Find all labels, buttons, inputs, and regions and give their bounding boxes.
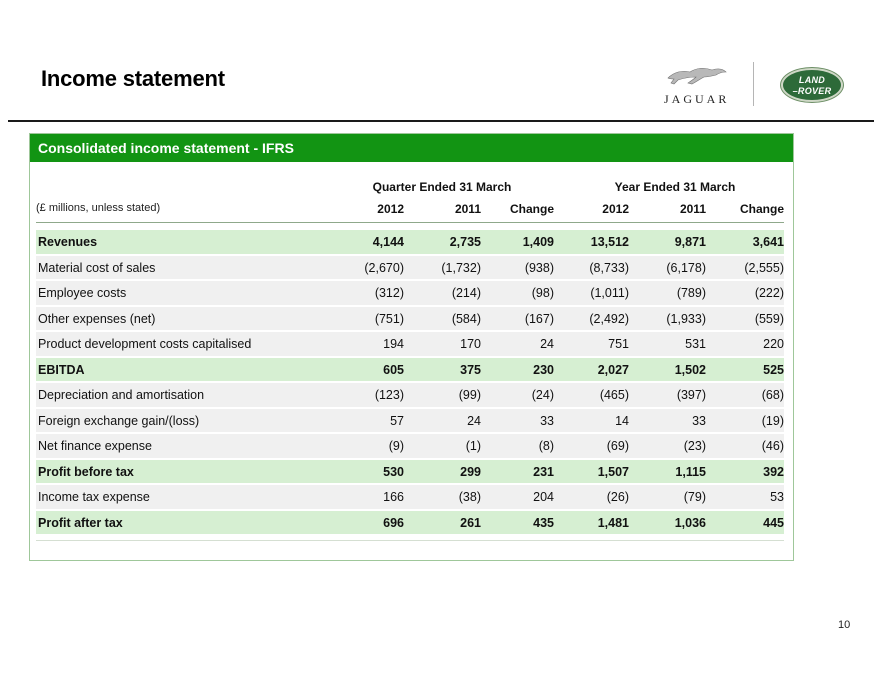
table-cell: 194 — [383, 337, 404, 351]
col-year-2011: 2011 — [679, 202, 706, 216]
table-cell: (751) — [374, 311, 404, 326]
row-label: Profit after tax — [38, 515, 123, 530]
table-cell: (8) — [538, 439, 554, 453]
table-cell: (46) — [761, 439, 784, 453]
table-cell: 531 — [685, 337, 706, 351]
table-cell: (465) — [599, 388, 629, 402]
table-cell: 1,036 — [674, 515, 706, 530]
table-cell: (98) — [531, 286, 554, 300]
table-cell: (789) — [676, 286, 706, 300]
table-cell: 1,115 — [675, 464, 706, 479]
jaguar-leaper-icon — [666, 64, 728, 88]
table-cell: (79) — [683, 490, 706, 504]
table-cell: (123) — [374, 388, 404, 402]
row-employee-costs — [36, 281, 784, 307]
table-cell: 751 — [608, 337, 629, 351]
table-cell: (23) — [683, 439, 706, 453]
units-label: (£ millions, unless stated) — [36, 202, 161, 214]
col-quarter-change: Change — [509, 202, 554, 216]
row-label: Product development costs capitalised — [38, 337, 252, 351]
table-cell: 14 — [615, 413, 629, 428]
table-cell: (312) — [374, 286, 404, 300]
table-cell: (1,933) — [666, 311, 706, 326]
jaguar-wordmark: JAGUAR — [664, 92, 730, 106]
table-cell: 231 — [533, 464, 554, 479]
land-rover-line1: LAND — [798, 75, 826, 85]
row-label: Income tax expense — [38, 490, 150, 504]
table-cell: 2,735 — [449, 235, 481, 249]
row-label: Material cost of sales — [38, 260, 156, 275]
table-cell: (68) — [761, 388, 784, 402]
table-cell: (2,492) — [589, 311, 629, 326]
row-label: Revenues — [38, 235, 98, 249]
table-cell: (397) — [676, 388, 706, 402]
page-title: Income statement — [41, 66, 225, 91]
row-other-expenses — [36, 307, 784, 333]
land-rover-logo — [781, 68, 843, 102]
row-profit-after-tax — [36, 511, 784, 537]
table-bottom-divider — [36, 540, 784, 541]
table-cell: (26) — [606, 490, 629, 504]
table-cell: 392 — [763, 464, 784, 479]
table-cell: (9) — [388, 439, 404, 453]
row-label: Net finance expense — [38, 439, 152, 453]
row-label: Foreign exchange gain/(loss) — [38, 413, 200, 428]
table-cell: (38) — [458, 490, 481, 504]
table-cell: (2,670) — [364, 260, 404, 275]
table-cell: 445 — [763, 515, 784, 530]
table-cell: 24 — [540, 337, 554, 351]
table-cell: 525 — [763, 362, 784, 377]
group-quarter: Quarter Ended 31 March — [372, 180, 512, 194]
row-ebitda — [36, 358, 784, 384]
table-cell: (214) — [451, 286, 481, 300]
row-label: EBITDA — [38, 362, 85, 377]
panel-header: Consolidated income statement - IFRS — [30, 134, 793, 162]
land-rover-line2: –ROVER — [792, 86, 832, 96]
table-cell: 4,144 — [372, 235, 404, 249]
table-cell: 435 — [533, 515, 554, 530]
table-cell: 605 — [383, 362, 404, 377]
row-material-cost — [36, 256, 784, 282]
row-product-development — [36, 332, 784, 358]
table-cell: (222) — [754, 286, 784, 300]
table-cell: 53 — [770, 490, 784, 504]
column-groups — [30, 180, 793, 196]
table-cell: 299 — [460, 464, 481, 479]
table-cell: 33 — [540, 413, 554, 428]
row-label: Employee costs — [38, 286, 127, 300]
table-cell: 375 — [460, 362, 481, 377]
table-cell: 166 — [383, 490, 404, 504]
col-quarter-2012: 2012 — [377, 202, 404, 216]
table-cell: (19) — [761, 413, 784, 428]
row-label: Depreciation and amortisation — [38, 388, 205, 402]
row-depreciation — [36, 383, 784, 409]
col-quarter-2011: 2011 — [454, 202, 481, 216]
table-cell: (6,178) — [666, 260, 706, 275]
table-cell: 696 — [383, 515, 404, 530]
table-cell: (8,733) — [589, 260, 629, 275]
row-income-tax — [36, 485, 784, 511]
header-divider — [36, 222, 784, 223]
table-cell: (167) — [524, 311, 554, 326]
table-cell: 204 — [533, 490, 554, 504]
statement-table — [36, 230, 784, 536]
table-cell: 261 — [460, 515, 481, 530]
income-statement-panel — [29, 133, 794, 561]
table-cell: (938) — [524, 260, 554, 275]
page-number: 10 — [838, 619, 851, 631]
col-year-change: Change — [739, 202, 784, 216]
row-profit-before-tax — [36, 460, 784, 486]
table-cell: (584) — [451, 311, 481, 326]
table-cell: 230 — [533, 362, 554, 377]
row-revenues — [36, 230, 784, 256]
table-cell: (1,732) — [441, 260, 481, 275]
brand-logos — [660, 60, 860, 110]
table-cell: 1,507 — [597, 464, 629, 479]
table-cell: (2,555) — [744, 260, 784, 275]
row-label: Profit before tax — [38, 464, 134, 479]
table-cell: (1,011) — [590, 286, 629, 300]
table-cell: 9,871 — [674, 235, 706, 249]
table-cell: (69) — [606, 439, 629, 453]
table-cell: 1,409 — [522, 235, 554, 249]
table-cell: 220 — [763, 337, 784, 351]
table-cell: (1) — [465, 439, 481, 453]
table-cell: (99) — [458, 388, 481, 402]
row-label: Other expenses (net) — [38, 311, 156, 326]
jaguar-logo — [660, 64, 736, 108]
row-foreign-exchange — [36, 409, 784, 435]
table-cell: 57 — [390, 413, 404, 428]
table-cell: (559) — [754, 311, 784, 326]
table-cell: 1,502 — [674, 362, 706, 377]
logo-divider — [753, 62, 754, 106]
table-cell: (24) — [531, 388, 554, 402]
col-year-2012: 2012 — [602, 202, 629, 216]
table-cell: 2,027 — [597, 362, 629, 377]
table-cell: 530 — [383, 464, 404, 479]
table-cell: 33 — [692, 413, 706, 428]
row-net-finance — [36, 434, 784, 460]
table-cell: 1,481 — [597, 515, 629, 530]
table-cell: 24 — [467, 413, 481, 428]
table-cell: 13,512 — [590, 235, 629, 249]
column-headers — [30, 202, 793, 218]
table-cell: 3,641 — [752, 235, 784, 249]
table-cell: 170 — [460, 337, 481, 351]
group-year: Year Ended 31 March — [614, 180, 736, 194]
title-divider — [8, 120, 874, 122]
